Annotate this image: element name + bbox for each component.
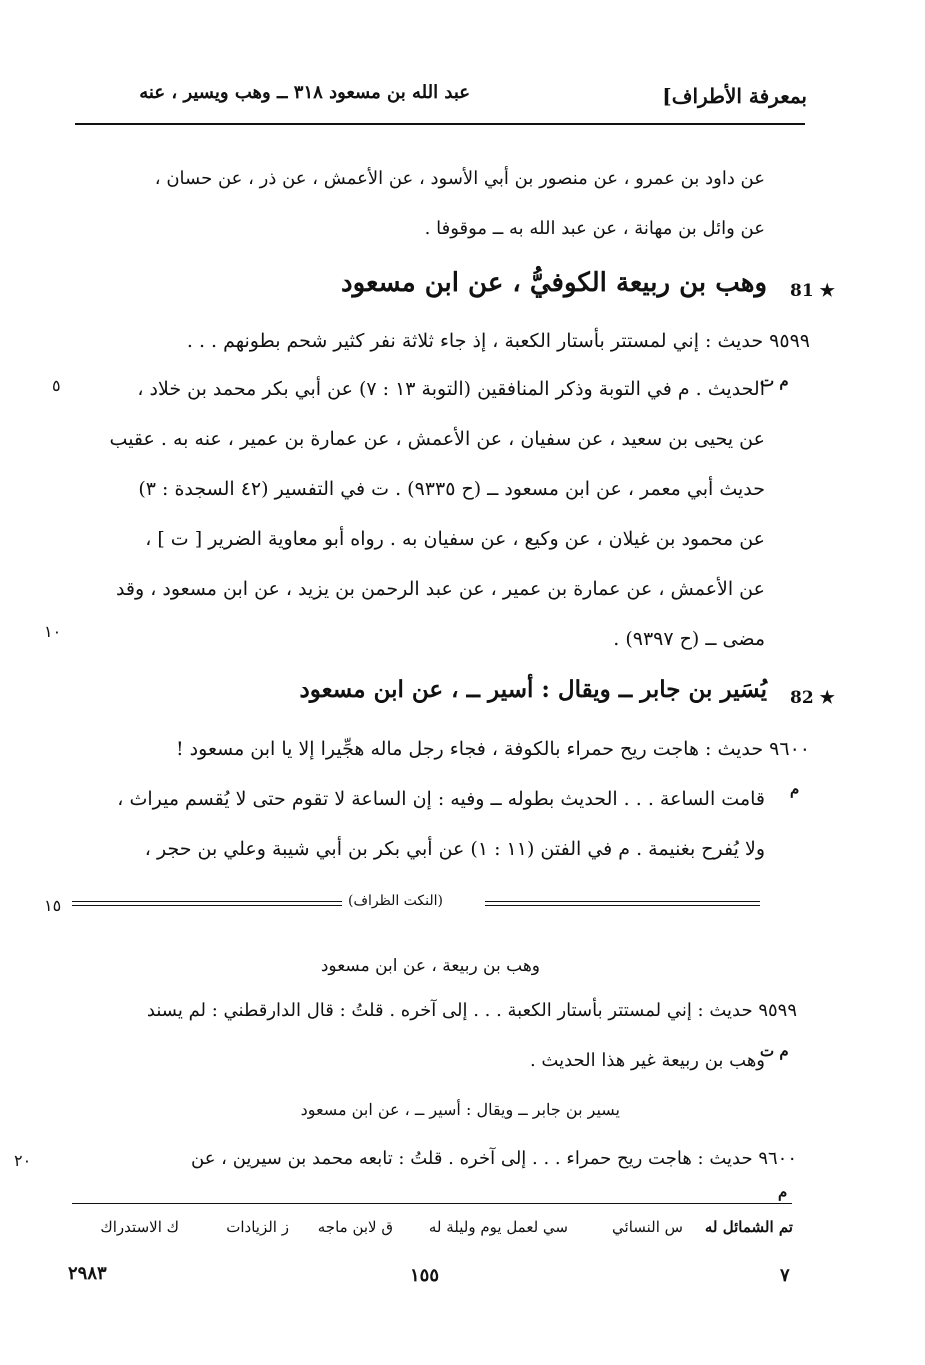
divider-right-top <box>485 901 760 902</box>
section-82-title: يُسَير بن جابر ــ ويقال : أسير ــ ، عن ابن مسعود <box>299 676 767 703</box>
section-81-number: 81 ★ <box>790 281 835 301</box>
body-line-1: عن داود بن عمرو ، عن منصور بن أبي الأسود ، عن الأعمش ، عن ذر ، عن حسان ، <box>154 168 765 189</box>
sigla-nukat-9599: م ت <box>760 1042 789 1060</box>
nukat-9599-line-1: ٩٥٩٩ حديث : إني لمستتر بأستار الكعبة . . . إلى آخره . قلتُ : قال الدارقطني : لم يسند <box>146 1000 797 1021</box>
nukat-9600-line-1: ٩٦٠٠ حديث : هاجت ريح حمراء . . . إلى آخره . قلتُ : تابعه محمد بن سيرين ، عن <box>191 1148 797 1169</box>
hadith-9599-line-6: عن الأعمش ، عن عمارة بن عمير ، عن عبد الرحمن بن يزيد ، عن ابن مسعود ، وقد <box>115 578 765 600</box>
nukat-9599-line-2: وهب بن ربيعة غير هذا الحديث . <box>529 1050 765 1071</box>
running-title: بمعرفة الأطراف] <box>662 84 807 108</box>
hadith-9600-line-1: ٩٦٠٠ حديث : هاجت ريح حمراء بالكوفة ، فجاء رجل ماله هجِّيرا إلا يا ابن مسعود ! <box>176 738 810 760</box>
legend-item-3: سي لعمل يوم وليلة له <box>428 1218 568 1236</box>
hadith-9599-line-1: ٩٥٩٩ حديث : إني لمستتر بأستار الكعبة ، إذ جاء ثلاثة نفر كثير شحم بطونهم . . . <box>186 330 810 352</box>
footer-left-number: ٢٩٨٣ <box>68 1263 107 1284</box>
divider-left-bottom <box>72 905 342 906</box>
hadith-9599-line-2: الحديث . م في التوبة وذكر المنافقين (التوبة ١٣ : ٧) عن أبي بكر محمد بن خلاد ، <box>137 378 765 400</box>
divider-left-top <box>72 901 342 902</box>
hadith-9599-line-5: عن محمود بن غيلان ، عن وكيع ، عن سفيان به . رواه أبو معاوية الضرير [ ت ] ، <box>145 528 765 550</box>
divider-right-bottom <box>485 905 760 906</box>
header-rule <box>75 123 805 125</box>
hadith-9599-line-3: عن يحيى بن سعيد ، عن سفيان ، عن الأعمش ، عن عمارة بن عمير ، عنه به . عقيب <box>109 428 765 450</box>
legend-item-4: ق لابن ماجه <box>317 1218 393 1236</box>
hadith-9599-line-7: مضى ــ (ح ٩٣٩٧) . <box>613 628 765 650</box>
margin-number-10: ١٠ <box>44 622 62 641</box>
hadith-9599-line-4: حديث أبي معمر ، عن ابن مسعود ــ (ح ٩٣٣٥) . ت في التفسير (٤٢ السجدة : ٣) <box>138 478 765 500</box>
nukat-heading-1: وهب بن ربيعة ، عن ابن مسعود <box>320 956 540 976</box>
section-81-title: وهب بن ربيعة الكوفيُّ ، عن ابن مسعود <box>341 268 767 298</box>
hadith-9600-line-3: ولا يُفرح بغنيمة . م في الفتن (١١ : ١) عن أبي بكر بن أبي شيبة وعلي بن حجر ، <box>144 838 765 860</box>
sigla-9600: م <box>790 780 800 798</box>
footnote-rule <box>72 1203 792 1204</box>
legend-item-5: ز الزيادات <box>226 1218 289 1236</box>
footer-right-number: ٧ <box>780 1265 790 1286</box>
margin-number-20: ٢٠ <box>14 1151 32 1170</box>
divider-label: (النكت الظراف) <box>348 893 443 909</box>
hadith-9600-line-2: قامت الساعة . . . الحديث بطوله ــ وفيه : إن الساعة لا تقوم حتى لا يُقسم ميراث ، <box>117 788 765 810</box>
sigla-nukat-9600: م <box>778 1183 788 1201</box>
margin-number-15: ١٥ <box>44 896 62 915</box>
legend-item-1: تم الشمائل له <box>704 1218 793 1236</box>
footer-page-number: ١٥٥ <box>410 1265 440 1286</box>
legend-item-6: ك الاستدراك <box>100 1218 179 1236</box>
nukat-heading-2: يسير بن جابر ــ ويقال : أسير ــ ، عن ابن مسعود <box>300 1100 620 1119</box>
section-82-number: 82 ★ <box>790 688 835 708</box>
margin-number-5: ٥ <box>52 376 61 395</box>
legend-item-2: س النسائي <box>612 1218 683 1236</box>
running-subtitle: عبد الله بن مسعود ٣١٨ ــ وهب ويسير ، عنه <box>139 82 470 103</box>
sigla-9599: م ت <box>760 372 789 390</box>
body-line-2: عن وائل بن مهانة ، عن عبد الله به ــ موقوفا . <box>424 218 765 239</box>
